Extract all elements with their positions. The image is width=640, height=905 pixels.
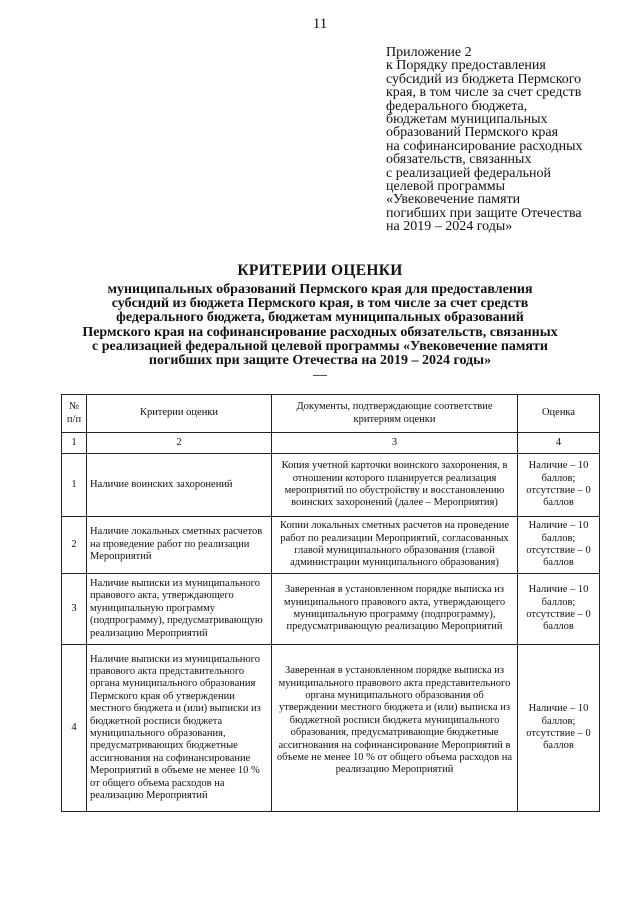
header-documents: Документы, подтверждающие соответствие критериям оценки — [272, 395, 518, 433]
subtitle-line: федерального бюджета, бюджетам муниципальных образований — [116, 310, 524, 326]
subtitle-line: погибших при защите Отечества на 2019 – 2024 годы» — [148, 353, 492, 369]
appendix-line: субсидий из бюджета Пермского — [386, 71, 582, 87]
header-num: № п/п — [62, 395, 87, 433]
row-documents: Копия учетной карточки воинского захоронения, в отношении которого планируется реализация мероприятий по обустройству и восстановлению воинских захоронений (далее – Мероприятия) — [272, 454, 518, 517]
column-number-row — [62, 433, 600, 454]
row-score: Наличие – 10 баллов; отсутствие – 0 баллов — [518, 517, 600, 574]
appendix-line: погибших при защите Отечества — [386, 205, 582, 221]
row-number: 3 — [62, 574, 87, 645]
table-row — [62, 454, 600, 517]
subtitle-line: Пермского края на софинансирование расходных обязательств, связанных — [82, 324, 558, 340]
appendix-line: края, в том числе за счет средств — [386, 85, 582, 101]
row-number: 1 — [62, 454, 87, 517]
subtitle-line: субсидий из бюджета Пермского края, в том числе за счет средств — [111, 296, 529, 312]
column-number: 1 — [62, 433, 87, 454]
appendix-line: на софинансирование расходных — [386, 138, 583, 154]
appendix-line: федерального бюджета, — [386, 98, 528, 114]
row-criterion: Наличие выписки из муниципального правового акта, утверждающего муниципальную программу (подпрограмму), предусматривающую реализацию Мероприятий — [87, 574, 272, 645]
row-number: 2 — [62, 517, 87, 574]
document-subtitle — [60, 283, 580, 368]
row-documents: Копии локальных сметных расчетов на проведение работ по реализации Мероприятий, согласованных главой муниципального образования (главой администрации муниципального образования) — [272, 517, 518, 574]
row-criterion: Наличие воинских захоронений — [87, 454, 272, 517]
appendix-line: Приложение 2 — [386, 45, 472, 60]
column-number: 3 — [272, 433, 518, 454]
appendix-line: к Порядку предоставления — [386, 58, 546, 74]
row-documents: Заверенная в установленном порядке выписка из муниципального правового акта, утверждающего муниципальную программу (подпрограмму), предусматривающую реализацию Мероприятий — [272, 574, 518, 645]
appendix-line: «Увековечение памяти — [386, 192, 521, 208]
table-row — [62, 645, 600, 812]
table-header-row — [62, 395, 600, 433]
document-title: КРИТЕРИИ ОЦЕНКИ — [237, 262, 403, 279]
row-criterion: Наличие выписки из муниципального правового акта представительного органа муниципального образования Пермского края об утверждении местного бюджета и (или) выписки из бюджетной росписи бюджета муниципального образования, предусматривающих бюджетные ассигнования на софинансирование Мероприятий в объеме не менее 10 % от общего объема расходов на реализацию Мероприятий — [87, 645, 272, 812]
row-score: Наличие – 10 баллов; отсутствие – 0 баллов — [518, 645, 600, 812]
title-divider — [313, 375, 327, 376]
header-score: Оценка — [518, 395, 600, 433]
table-row — [62, 574, 600, 645]
appendix-line: бюджетам муниципальных — [386, 112, 548, 128]
appendix-line: целевой программы — [386, 179, 505, 195]
appendix-block — [386, 46, 616, 234]
page-number: 11 — [312, 16, 328, 32]
table-row — [62, 517, 600, 574]
subtitle-line: с реализацией федеральной целевой программы «Увековечение памяти — [92, 338, 548, 354]
header-criterion: Критерии оценки — [87, 395, 272, 433]
row-number: 4 — [62, 645, 87, 812]
row-documents: Заверенная в установленном порядке выписка из муниципального правового акта представительного органа муниципального образования об утверждении местного бюджета и (или) выписка из бюджетной росписи бюджета муниципального образования, предусматривающие бюджетные ассигнования на софинансирование Мероприятий в объеме не менее 10 % от общего объема расходов на реализацию Мероприятий — [276, 665, 513, 776]
column-number: 4 — [518, 433, 600, 454]
row-score: Наличие – 10 баллов; отсутствие – 0 баллов — [518, 574, 600, 645]
row-documents-cell — [272, 645, 518, 812]
row-score: Наличие – 10 баллов; отсутствие – 0 баллов — [518, 454, 600, 517]
appendix-line: на 2019 – 2024 годы» — [386, 219, 513, 235]
row-criterion: Наличие локальных сметных расчетов на проведение работ по реализации Мероприятий — [87, 517, 272, 574]
column-number: 2 — [87, 433, 272, 454]
appendix-line: обязательств, связанных — [386, 152, 532, 168]
appendix-line: образований Пермского края — [386, 125, 559, 141]
appendix-line: с реализацией федеральной — [386, 165, 551, 181]
subtitle-line: муниципальных образований Пермского края для предоставления — [107, 282, 533, 297]
criteria-table — [61, 394, 600, 812]
